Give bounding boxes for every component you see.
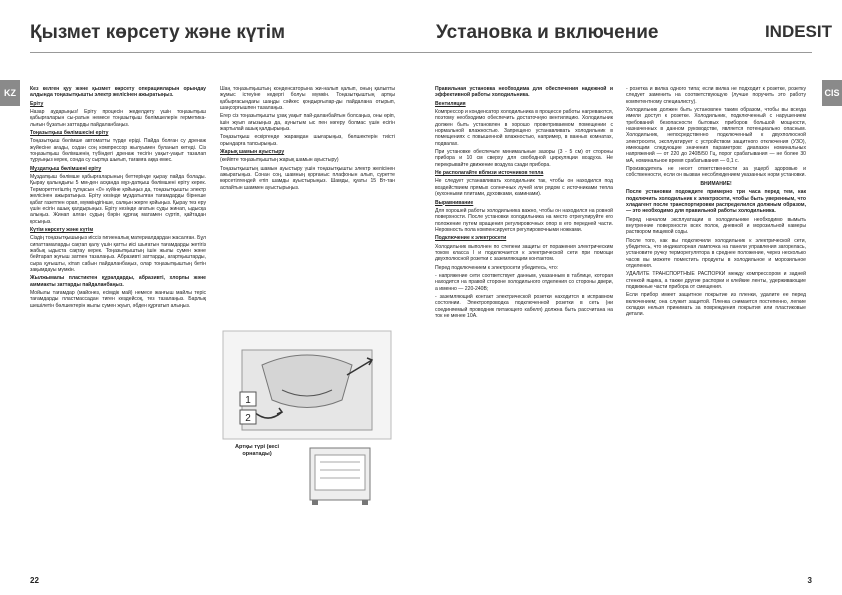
paragraph: При установке обеспечьте минимальные зазоры (3 - 5 см) от стороны прибора и 10 см сверху для свободной циркуляции воздуха. Не перекрывайте движение воздуха сзади прибора.: [435, 149, 613, 168]
paragraph: Шаң тоңазытқыштың конденсаторына жи-налып қалып, оның қалыпты жұмыс істеуіне кедергі болуы мүмкін. Тоңазытқыштың артқы қабырғасындағы шаңды сәйкес қондырғылар-ды пайдалана отырып, шаңсорғышпен тазалаңыз.: [220, 86, 395, 112]
paragraph: Перед началом эксплуатации в холодильнике необходимо вымыть внутренние поверхности всех полок, дневной и морозильной камеры раствором пищевой соды.: [626, 216, 806, 236]
figure-caption: Артқы түрі (кесі орнатады): [235, 444, 279, 457]
paragraph: - розетка и вилка одного типа; если вилка не подходит к розетке, розетку следует заменить на соответствующую (лучше поручить это работу компетентному специалисту).: [626, 86, 806, 105]
paragraph: Холодильник должен быть установлен таким образом, чтобы вы всегда имели доступ к розетке. Холодильник, подключенный с нарушением требований безопасности бытовых приборов большой мощности, назначенных в данном руководстве, является потенциально опасным. Холодильник, непосредственно подключенный к двухполюсной электросети, эксплуатирует с устройством защитного отключения (УЗО), имеющим следующие значения параметров: диапазон номинальных напряжений — от 220 до 240В/50 Гц, порог срабатывания — не более 30 мА, номинальное время срабатывания — 0,1 с.: [626, 107, 806, 164]
figure-number-2: 2: [245, 413, 251, 424]
paragraph: Тоңазытқыш ескіргенде жарамдан шығарыңыз, бөлшектерін тиісті орындарға тапсырыңыз.: [220, 134, 395, 147]
emphasis-paragraph: Правильная установка необходима для обеспечения надежной и эффективной работы холодильника.: [435, 86, 613, 99]
language-tab: CIS: [822, 80, 842, 106]
figure-number-1: 1: [245, 395, 251, 406]
paragraph: После того, как вы подключили холодильник к электрической сети, убедитесь, что индикаторная лампочка на панели управления загорелась, установите ручку терморегулятора в среднее положение, через несколько часов вы можете поместить продукты в холодильное и морозильное отделения.: [626, 237, 806, 269]
text-column-1: [435, 86, 613, 541]
emphasis-paragraph: После установки подождите примерно три часа перед тем, как подключить холодильник к электросети, чтобы быть уверенным, что хладагент после транспортировки распределился должным образом, — это необходимо для правильной работы холодильника.: [626, 189, 806, 215]
title-divider: [421, 52, 812, 53]
paragraph: Производитель не несет ответственности за ущерб здоровью и собственности, если он вызван несоблюдением указанных норм установки.: [626, 166, 806, 179]
paragraph: Тоңазытқыштың шамын ауыстыру үшін тоңазытқышты электр желісінен ажыратыңыз. Сонан соң, шамның қорғаныс плафонын алып, суретте көрсетілгендей етіп шамды ауыстырыңыз. Шамды, қуаты 15 Вт-тан аспайтын шаммен ауыстырыңыз.: [220, 165, 395, 191]
text-column-2: [220, 86, 395, 206]
paragraph: Егер сіз тоңазытқышты ұзақ уақыт пай-даланбайтын болсаңыз, оны өріп, ішін жуып ағызыңыз да, аунытым ыс пен көгеру болмас үшін есігін жартылай ашық қалдырыңыз.: [220, 113, 395, 133]
page-title: Установка и включение: [436, 22, 659, 43]
paragraph: - заземляющий контакт электрической розетки находится в исправном состоянии. Электропроводка подключенной розетки в сеть (ни соединяемый проводник питающего кабеля) должна быть рассчитана на ток не менее 10A.: [435, 293, 613, 319]
emphasis-paragraph: Жылжымалы пластиктен құралдарды, абразивті, хлорлы және аммиакты заттарды пайдаланбаңыз.: [30, 275, 206, 288]
paragraph: - напряжение сети соответствует данным, указанным в таблице, которая находится на правой стороне холодильного отделения со стороны двери, а именно — 220-240В;: [435, 272, 613, 292]
page-title: Қызмет көрсету және күтім: [30, 22, 286, 43]
section-heading: Еріту: [30, 100, 44, 107]
section-heading: Тоңазытқыш бөлімшесіні еріту: [30, 130, 109, 137]
lamp-replacement-illustration: [222, 330, 392, 440]
paragraph: Не следует устанавливать холодильник так, чтобы он находился под воздействием прямых солнечных лучей или рядом с источниками тепла (кухонными плитами, духовками, каминами).: [435, 178, 613, 198]
emphasis-paragraph: Кез келген қуу және қызмет көрсету операцияларын орындау алдында тоңазытқышты электр желісінен ажыратыңыз.: [30, 86, 206, 99]
paragraph: Если прибор имеет защитное покрытие из пленки, удалите ее перед включением; она служит защитой. Пленка снимается постепенно, легкие складки нельзя принимать за повреждения покрытия или пластиковые детали.: [626, 292, 806, 318]
section-heading: Выравнивание: [435, 199, 474, 206]
right-page: [421, 0, 842, 595]
paragraph: (кейіпте тоңазытқыштың жарық шамын ауыстыру): [220, 157, 339, 164]
section-heading: Подключение к электросети: [435, 235, 507, 242]
page-number: 22: [30, 576, 39, 585]
section-heading: Мұздатқыш бөлімшені еріту: [30, 165, 102, 172]
paragraph: Для хорошей работы холодильника важно, чтобы он находился на ровной поверхности. После установки холодильника на место отрегулируйте его положение путем вращения регулировочных опор в его передней части. Неровность пола компенсируется регулировочными ножками.: [435, 207, 613, 233]
paragraph: Мұздатқыш бөлімше қабырғаларының беттерінде қырау пайда болады. Қырау қалыңдығы 5 мм-ден асқанда мұз-датқыш бөлімшені еріту керек. Термореттегіштің тұтқасын «0» күйіне қойыңыз да, тоңазытқышты электр желісінен ажыратыңыз. Еріту кезінде мұздатылған тағамдарды бірнеше қабат газетпен орап, мүмкіндігінше, салқын жерге қойыңыз. Қырау тез еру үшін есігін ашық қалдырыңыз. Еріту кезінде ағатын суды жинап, ыдысқа алыңыз. Жинап алған судың бәрін құрғақ матамен сүртіп, қайтадан қосыңыз.: [30, 174, 206, 225]
paragraph: Перед подключением к электросети убедитесь, что:: [435, 264, 559, 271]
fridge-back-illustration: [300, 440, 380, 510]
text-column-2: [626, 86, 806, 541]
language-tab: KZ: [0, 80, 20, 106]
page-number: 3: [807, 576, 812, 585]
logo-text: INDESIT: [764, 22, 832, 41]
paragraph: Мойылы тағамдар (майонез, есімдік май) немесе жанғыш майлы теріс тағамдарды пластмассадан тиген кездейсоқ, тез тазалаңыз. Барлық шешілетін бөлшектерін жылы сумен жуып, әбден құрғатып алыңыз.: [30, 289, 206, 309]
paragraph: Холодильник выполнен по степени защиты от поражения электрическим током класса I и подключается к электрической сети при помощи двухполюсной розетки с заземляющим контактом.: [435, 243, 613, 263]
paragraph: Компрессор и конденсатор холодильника в процессе работы нагреваются, поэтому необходимо обеспечить достаточную вентиляцию. Холодильник должен быть установлен в хорошо проветриваемом помещении с нормальной влажностью. Запрещено устанавливать холодильник в помещениях с повышенной влажностью, например, в ванных комнатах, подвалах.: [435, 109, 613, 147]
section-heading: Жарық шамын ауыстыру: [220, 149, 285, 156]
section-heading: Күтім көрсету және күтім: [30, 226, 94, 233]
section-heading: Не располагайте вблизи источников тепла: [435, 170, 544, 177]
section-heading: Вентиляция: [435, 100, 466, 107]
paragraph: Сіздің тоңазытқышыңыз иіссіз гигиеналық материалдардан жасалған. Бұл сипаттамаларды сақтап қалу үшін қатты иісі шығатын тағамдарды жетігіз жабық ыдыста сақтау керек. Тоңазытқыштың ішін жылы сумен және бейтарап жуғыш затпен тазалаңыз. Абразивті заттарды, агартқыштарды, сыра қуғышты, кітап сабын пайдаланбаңыз, олар тоңазытқыштың бетін зақымдауы мүмкін.: [30, 235, 206, 273]
title-divider: [30, 52, 421, 53]
paragraph: УДАЛИТЕ ТРАНСПОРТНЫЕ РАСПОРКИ между компрессором и задней стенкой ящика, а также другие распорки и клейкие ленты, удерживающие подвижные части прибора от смещения.: [626, 271, 806, 290]
paragraph: ВНИМАНИЕ!: [700, 180, 732, 187]
paragraph: Тоңазытқыш бөлімше автоматты түрде ерiдi. Пайда болған су дренаж жүйесіне ағады, содан соң компрессор жылуымен буланып кетеді. Сіз тоңазытқыш бөлімшенің түбіндегі дренаж тесігін уақыт-уақыт тазалап тұруыңыз керек, сонда су сыртқа шығып, тағамға аққа емес.: [30, 138, 206, 164]
text-column-1: [30, 86, 206, 541]
brand-logo: [765, 22, 832, 42]
paragraph: Назар аударыңыз! Еріту процесін жеделдету үшін тоңазытқыш қабырғаларын сы-ратын немесе тоңазытқыш бөлімшелерін герметика-лығын бұзатын заттарды пайдаланбаңыз.: [30, 109, 206, 128]
